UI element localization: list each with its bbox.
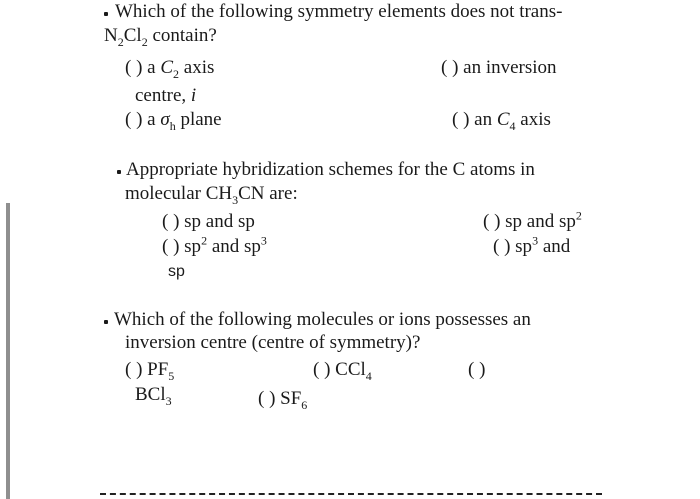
q3-bcl3-text: BCl$_3$ (135, 384, 172, 408)
q2-option-sp3-and[interactable]: ( ) $sp^3$ and (493, 233, 571, 257)
q3-line2: inversion centre (centre of symmetry)? (125, 332, 421, 353)
q1-option-sigma-plane[interactable]: ( ) a $\sigma_h$ plane (125, 109, 222, 133)
q3-line1: Which of the following molecules or ions possesses an (114, 309, 531, 330)
q1-option-inversion[interactable]: ( ) an inversion (441, 57, 557, 78)
bullet-q1 (104, 12, 108, 16)
q2-line2: molecular $CH_3CN$ are: (125, 183, 298, 207)
q2-option-sp-sp[interactable]: ( ) sp and sp (162, 211, 255, 232)
q1-line1: Which of the following symmetry elements does not trans- (115, 1, 563, 22)
bullet-q3 (104, 320, 108, 324)
q3-option-pf5[interactable]: ( ) $PF_5$ (125, 359, 175, 383)
q2-option-sp-sp2[interactable]: ( ) sp and $sp^2$ (483, 208, 582, 232)
q3-option-blank[interactable]: ( ) (468, 359, 486, 380)
q1-option-c2-axis[interactable]: ( ) a $C_2$ axis (125, 57, 215, 81)
q1-line2: $N_2Cl_2$ contain? (104, 25, 217, 49)
bullet-q2 (117, 170, 121, 174)
q1-centre-text: centre, i (135, 85, 197, 106)
q2-line1: Appropriate hybridization schemes for the C atoms in (126, 159, 535, 180)
q3-option-sf6[interactable]: ( ) $SF_6$ (258, 388, 308, 412)
dashed-divider (100, 493, 602, 495)
q2-option-sp2-sp3[interactable]: ( ) $sp^2$ and $sp^3$ (162, 233, 267, 257)
q2-sp-continuation: sp (168, 263, 185, 280)
q3-option-ccl4[interactable]: ( ) CCl$_4$ (313, 359, 372, 383)
left-edge-bar (6, 203, 10, 499)
q1-option-c4-axis[interactable]: ( ) an $C_4$ axis (452, 109, 551, 133)
